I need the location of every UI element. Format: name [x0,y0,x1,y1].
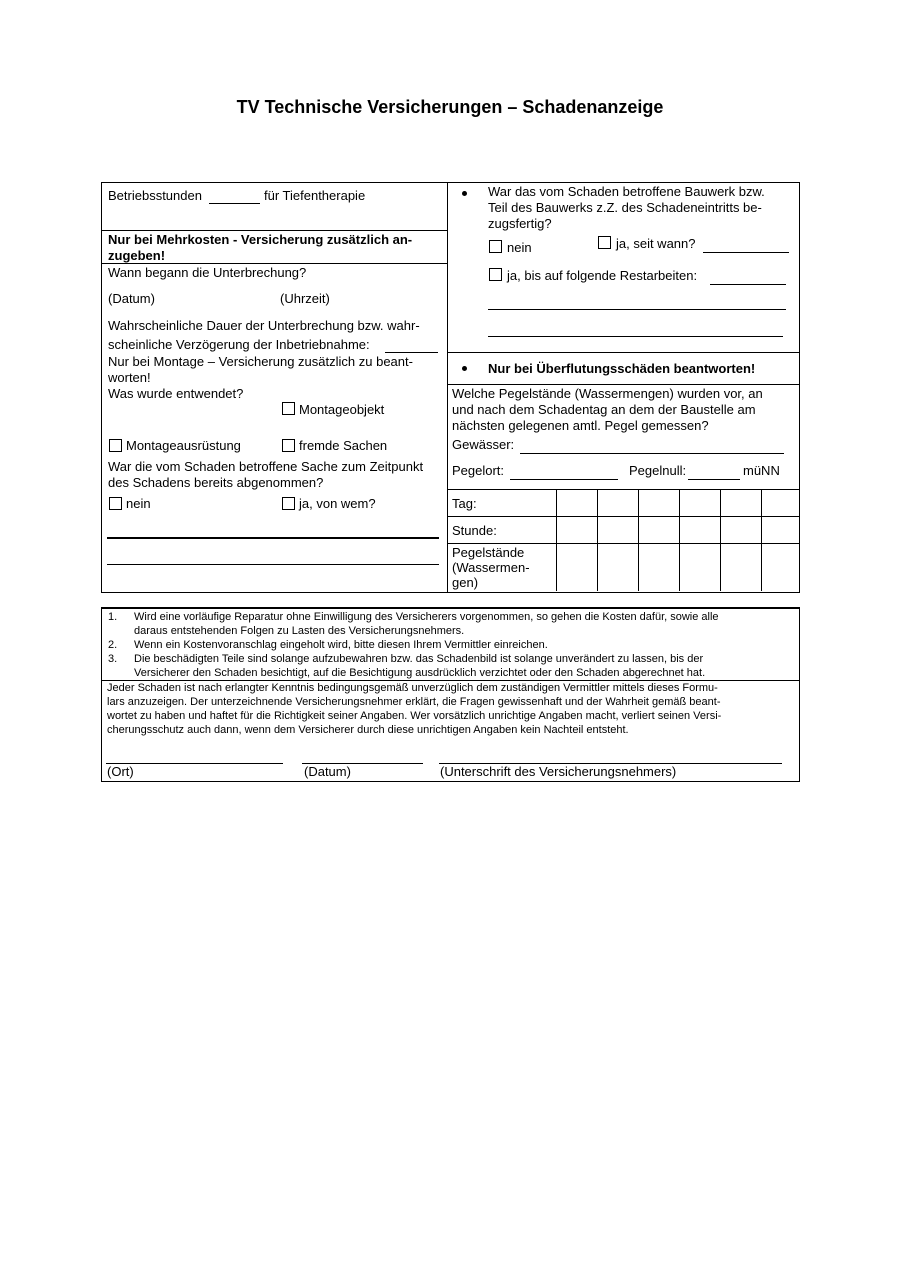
row-divider [447,384,799,385]
dauer-field[interactable] [385,352,438,353]
column-divider [447,182,448,592]
row-divider [447,489,799,490]
tag-label: Tag: [452,496,477,511]
row-divider [447,352,799,353]
pegel-question-line3: nächsten gelegenen amtl. Pegel gemessen? [452,418,709,433]
pegelstaende-label-line2: (Wassermen- [452,560,530,575]
abgenommen-ja-label: ja, von wem? [299,496,376,511]
montageausruestung-checkbox[interactable] [109,439,122,452]
note-1-line1: Wird eine vorläufige Reparatur ohne Einwilligung des Versicherers vorgenommen, so gehen die Kosten dafür, sowie alle [134,611,719,623]
montageausruestung-label: Montageausrüstung [126,438,241,453]
bauwerk-question-line3: zugsfertig? [488,216,552,231]
pegel-question-line2: und nach dem Schadentag an dem der Baustelle am [452,402,756,417]
gewaesser-label: Gewässer: [452,437,515,452]
fremde-sachen-label: fremde Sachen [299,438,388,453]
grid-line [447,543,799,544]
grid-line [761,489,762,591]
note-1-number: 1. [108,611,118,623]
mehrkosten-heading-line1: Nur bei Mehrkosten - Versicherung zusätzlich an- [108,232,413,247]
restarbeiten-field[interactable] [710,284,786,285]
pegelstaende-label-line1: Pegelstände [452,545,525,560]
pegelnull-label: Pegelnull: [629,463,687,478]
page-title: TV Technische Versicherungen – Schadenanzeige [236,97,664,117]
dauer-label-line1: Wahrscheinliche Dauer der Unterbrechung bzw. wahr- [108,318,420,333]
montageobjekt-checkbox[interactable] [282,402,295,415]
declaration-line2: lars anzuzeigen. Der unterzeichnende Versicherungsnehmer erklärt, die Fragen gewissenhaft und der Wahrheit gemäß beant- [107,696,721,708]
restarbeiten-field-3[interactable] [488,336,783,337]
unterbrechung-question: Wann begann die Unterbrechung? [108,265,307,280]
entwendet-question: Was wurde entwendet? [108,386,244,401]
gewaesser-field[interactable] [520,453,784,454]
pegelstaende-label-line3: gen) [452,575,479,590]
montage-heading-line1: Nur bei Montage – Versicherung zusätzlich zu beant- [108,354,413,369]
note-2-line1: Wenn ein Kostenvoranschlag eingeholt wird, bitte diesen Ihrem Vermittler einreichen. [134,639,548,651]
abgenommen-field-1[interactable] [107,537,439,539]
abgenommen-question-line1: War die vom Schaden betroffene Sache zum Zeitpunkt [108,459,424,474]
ueberflutung-heading: Nur bei Überflutungsschäden beantworten! [488,361,756,376]
betriebsstunden-label: Betriebsstunden [108,188,202,203]
abgenommen-field-2[interactable] [107,564,439,565]
restarbeiten-field-2[interactable] [488,309,786,310]
betriebsstunden-field[interactable] [209,203,260,204]
declaration-line3: wortet zu haben und haftet für die Richtigkeit seiner Angaben. Wer vorsätzlich unrichtige Angaben macht, verliert seinen Versi- [107,710,722,722]
uhrzeit-label: (Uhrzeit) [280,291,330,306]
stunde-label: Stunde: [452,523,497,538]
grid-line [556,489,557,591]
note-3-line1: Die beschädigten Teile sind solange aufzubewahren bzw. das Schadenbild ist solange unverändert zu lassen, bis der [134,653,704,665]
signature-label: (Unterschrift des Versicherungsnehmers) [440,764,677,779]
bauwerk-nein-label: nein [507,240,532,255]
row-divider [101,230,447,231]
ort-label: (Ort) [107,764,134,779]
bauwerk-nein-checkbox[interactable] [489,240,502,253]
dauer-label-line2: scheinliche Verzögerung der Inbetriebnahme: [108,337,370,352]
bauwerk-ja-seit-label: ja, seit wann? [616,236,696,251]
bullet-icon [462,366,467,371]
fremde-sachen-checkbox[interactable] [282,439,295,452]
abgenommen-nein-label: nein [126,496,151,511]
montage-heading-line2: worten! [108,370,151,385]
pegel-question-line1: Welche Pegelstände (Wassermengen) wurden vor, an [452,386,763,401]
declaration-line1: Jeder Schaden ist nach erlangter Kenntnis bedingungsgemäß unverzüglich dem zuständigen Vermittler mittels dieses Formu- [107,682,718,694]
grid-line [447,516,799,517]
montageobjekt-label: Montageobjekt [299,402,385,417]
bauwerk-restarbeiten-label: ja, bis auf folgende Restarbeiten: [507,268,698,283]
pegelort-field[interactable] [510,479,618,480]
note-2-number: 2. [108,639,118,651]
note-1-line2: daraus entstehenden Folgen zu Lasten des Versicherungsnehmers. [134,625,465,637]
datum-signature-label: (Datum) [304,764,351,779]
abgenommen-question-line2: des Schadens bereits abgenommen? [108,475,324,490]
note-3-number: 3. [108,653,118,665]
grid-line [638,489,639,591]
bauwerk-restarbeiten-checkbox[interactable] [489,268,502,281]
bauwerk-ja-seit-checkbox[interactable] [598,236,611,249]
muenn-label: müNN [743,463,780,478]
abgenommen-nein-checkbox[interactable] [109,497,122,510]
grid-line [597,489,598,591]
bauwerk-question-line2: Teil des Bauwerks z.Z. des Schadeneintritts be- [488,200,762,215]
declaration-line4: cherungsschutz auch dann, wenn dem Versicherer durch diese unrichtigen Angaben kein Nachteil entsteht. [107,724,629,736]
seit-wann-field[interactable] [703,252,789,253]
bauwerk-question-line1: War das vom Schaden betroffene Bauwerk bzw. [488,184,765,199]
pegelnull-field[interactable] [688,479,740,480]
mehrkosten-heading-line2: zugeben! [108,248,166,263]
bullet-icon [462,191,467,196]
note-3-line2: Versicherer den Schaden besichtigt, auf die Besichtigung ausdrücklich verzichtet oder den Schaden abgerechnet hat. [134,667,706,679]
pegelort-label: Pegelort: [452,463,505,478]
grid-line [679,489,680,591]
tiefentherapie-label: für Tiefentherapie [264,188,366,203]
datum-label: (Datum) [108,291,155,306]
abgenommen-ja-checkbox[interactable] [282,497,295,510]
grid-line [720,489,721,591]
